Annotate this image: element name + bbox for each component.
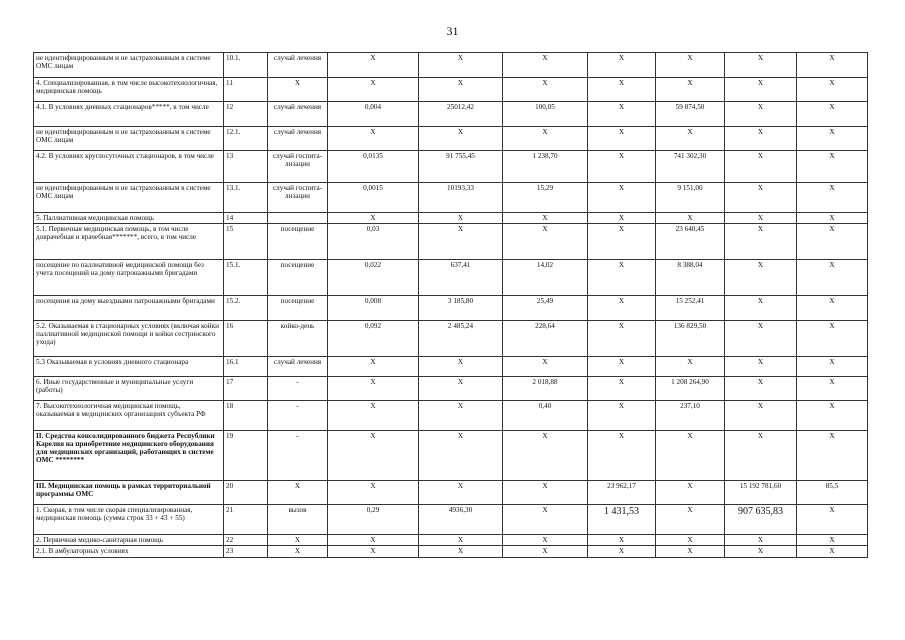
cell-total-budget: X <box>656 357 725 377</box>
cell-total-oms: X <box>725 401 797 431</box>
row-name: 4. Специализированная, в том числе высокотехнологичная, медицинская помощь <box>34 78 224 102</box>
cell-per-capita-budget: 1 238,70 <box>503 151 588 183</box>
row-unit: X <box>268 481 328 505</box>
row-name: не идентифицированным и не застрахованным в системе ОМС лицам <box>34 127 224 151</box>
row-number: 19 <box>224 431 268 481</box>
cell-total-budget: X <box>656 431 725 481</box>
cell-total-budget: 9 151,00 <box>656 183 725 213</box>
cell-per-capita-budget: X <box>503 431 588 481</box>
cell-total-budget: 23 640,45 <box>656 224 725 260</box>
cell-percent: X <box>797 78 868 102</box>
cell-cost-per-unit: 25012,42 <box>419 102 503 127</box>
cell-cost-per-unit: X <box>419 357 503 377</box>
cell-per-capita-budget: X <box>503 78 588 102</box>
cell-cost-per-unit: X <box>419 78 503 102</box>
table-row <box>34 260 868 296</box>
cell-per-capita-budget: 100,05 <box>503 102 588 127</box>
row-unit: X <box>268 535 328 546</box>
row-number: 15.1. <box>224 260 268 296</box>
table-row <box>34 357 868 377</box>
row-name: не идентифицированным и не застрахованным в системе ОМС лицам <box>34 53 224 78</box>
cell-per-capita-budget: X <box>503 481 588 505</box>
cell-per-capita-oms: X <box>588 431 656 481</box>
cell-cost-per-unit: X <box>419 431 503 481</box>
cell-total-budget: X <box>656 53 725 78</box>
cell-norm: X <box>328 431 419 481</box>
row-number: 13 <box>224 151 268 183</box>
cell-percent: X <box>797 505 868 535</box>
row-unit: X <box>268 546 328 558</box>
cell-per-capita-oms: X <box>588 296 656 321</box>
cell-cost-per-unit: X <box>419 546 503 558</box>
row-name: 5.3 Оказываемая в условиях дневного стационара <box>34 357 224 377</box>
cell-total-budget: 15 252,41 <box>656 296 725 321</box>
cell-percent: X <box>797 224 868 260</box>
row-name: 4.2. В условиях круглосуточных стационаров, в том числе <box>34 151 224 183</box>
table-row <box>34 546 868 558</box>
row-unit <box>268 213 328 224</box>
cell-per-capita-oms: X <box>588 127 656 151</box>
cell-percent: X <box>797 151 868 183</box>
cell-cost-per-unit: 3 185,80 <box>419 296 503 321</box>
cell-percent: X <box>797 53 868 78</box>
cell-total-budget: X <box>656 78 725 102</box>
cell-percent: X <box>797 401 868 431</box>
row-name: 5.1. Первичная медицинская помощь, в том числе доврачебная и врачебная*******, всего, в том числе <box>34 224 224 260</box>
cell-norm: X <box>328 401 419 431</box>
cell-percent: X <box>797 296 868 321</box>
cell-per-capita-budget: X <box>503 546 588 558</box>
row-unit: - <box>268 431 328 481</box>
cell-cost-per-unit: X <box>419 401 503 431</box>
cell-total-oms: X <box>725 296 797 321</box>
cell-total-budget: X <box>656 505 725 535</box>
row-unit: - <box>268 401 328 431</box>
row-number: 12 <box>224 102 268 127</box>
cell-total-oms: X <box>725 546 797 558</box>
cell-total-budget: X <box>656 213 725 224</box>
cell-per-capita-budget: 2 018,88 <box>503 377 588 401</box>
cell-cost-per-unit: X <box>419 127 503 151</box>
table-row <box>34 431 868 481</box>
row-name: III. Медицинская помощь в рамках территориальной программы ОМС <box>34 481 224 505</box>
data-table <box>33 52 868 558</box>
cell-per-capita-budget: X <box>503 357 588 377</box>
cell-per-capita-budget: X <box>503 53 588 78</box>
table-row <box>34 102 868 127</box>
cell-per-capita-oms: X <box>588 535 656 546</box>
cell-total-budget: 741 302,30 <box>656 151 725 183</box>
cell-total-oms: X <box>725 321 797 357</box>
table-row <box>34 127 868 151</box>
cell-percent: X <box>797 431 868 481</box>
row-unit: посещение <box>268 260 328 296</box>
cell-total-oms: X <box>725 127 797 151</box>
row-number: 22 <box>224 535 268 546</box>
cell-per-capita-oms: X <box>588 401 656 431</box>
cell-total-oms: X <box>725 535 797 546</box>
cell-per-capita-budget: 0,40 <box>503 401 588 431</box>
cell-total-oms: X <box>725 183 797 213</box>
row-unit: койко-день <box>268 321 328 357</box>
cell-total-budget: 1 208 264,90 <box>656 377 725 401</box>
row-unit: случай госпита-лизации <box>268 183 328 213</box>
row-unit: - <box>268 377 328 401</box>
cell-norm: 0,004 <box>328 102 419 127</box>
cell-total-oms: X <box>725 213 797 224</box>
cell-per-capita-oms: X <box>588 321 656 357</box>
cell-norm: 0,0135 <box>328 151 419 183</box>
table-row <box>34 151 868 183</box>
cell-total-oms: X <box>725 151 797 183</box>
cell-per-capita-oms: X <box>588 183 656 213</box>
page-number: 31 <box>446 24 459 38</box>
table-row <box>34 321 868 357</box>
row-number: 16 <box>224 321 268 357</box>
cell-percent: X <box>797 260 868 296</box>
cell-cost-per-unit: X <box>419 535 503 546</box>
cell-cost-per-unit: 637,41 <box>419 260 503 296</box>
row-name: 2. Первичная медико-санитарная помощь <box>34 535 224 546</box>
cell-norm: X <box>328 546 419 558</box>
row-unit: случай лечения <box>268 53 328 78</box>
cell-total-budget: X <box>656 127 725 151</box>
cell-norm: X <box>328 357 419 377</box>
cell-norm: X <box>328 53 419 78</box>
cell-total-oms: X <box>725 78 797 102</box>
table-row <box>34 481 868 505</box>
cell-per-capita-oms: X <box>588 546 656 558</box>
row-name: не идентифицированным и не застрахованным в системе ОМС лицам <box>34 183 224 213</box>
cell-norm: 0,008 <box>328 296 419 321</box>
cell-per-capita-oms: X <box>588 53 656 78</box>
row-number: 13.1. <box>224 183 268 213</box>
cell-norm: 0,03 <box>328 224 419 260</box>
table-row <box>34 224 868 260</box>
cell-cost-per-unit: 91 755,45 <box>419 151 503 183</box>
cell-norm: 0,0015 <box>328 183 419 213</box>
cell-total-oms: X <box>725 53 797 78</box>
row-name: 1. Скорая, в том числе скорая специализированная, медицинская помощь (сумма строк 33 + 43 + 55) <box>34 505 224 535</box>
cell-percent: X <box>797 102 868 127</box>
cell-per-capita-oms: 23 962,17 <box>588 481 656 505</box>
cell-per-capita-budget: X <box>503 224 588 260</box>
cell-percent: X <box>797 183 868 213</box>
cell-norm: X <box>328 213 419 224</box>
cell-norm: X <box>328 481 419 505</box>
row-name: II. Средства консолидированного бюджета Республики Карелия на приобретение медицинского оборудования для медицинских организаций, работающих в системе ОМС ******** <box>34 431 224 481</box>
cell-percent: 85,5 <box>797 481 868 505</box>
row-number: 11 <box>224 78 268 102</box>
cell-total-budget: X <box>656 481 725 505</box>
row-number: 15 <box>224 224 268 260</box>
row-unit: посещение <box>268 224 328 260</box>
cell-cost-per-unit: 4936,30 <box>419 505 503 535</box>
table-row <box>34 505 868 535</box>
cell-per-capita-budget: 25,49 <box>503 296 588 321</box>
row-number: 17 <box>224 377 268 401</box>
cell-norm: X <box>328 78 419 102</box>
row-number: 15.2. <box>224 296 268 321</box>
cell-per-capita-budget: X <box>503 535 588 546</box>
cell-per-capita-budget: X <box>503 213 588 224</box>
cell-total-budget: 237,10 <box>656 401 725 431</box>
row-number: 12.1. <box>224 127 268 151</box>
cell-per-capita-oms: X <box>588 357 656 377</box>
row-name: 5.2. Оказываемая в стационарных условиях (включая койки паллиативной медицинской помощи и койки сестринского ухода) <box>34 321 224 357</box>
row-unit: X <box>268 78 328 102</box>
cell-per-capita-oms: X <box>588 102 656 127</box>
cell-total-oms: X <box>725 224 797 260</box>
cell-cost-per-unit: X <box>419 53 503 78</box>
row-number: 18 <box>224 401 268 431</box>
table-row <box>34 535 868 546</box>
row-number: 20 <box>224 481 268 505</box>
cell-total-oms: 15 192 781,60 <box>725 481 797 505</box>
cell-total-budget: X <box>656 546 725 558</box>
cell-per-capita-oms: 1 431,53 <box>588 505 656 535</box>
cell-total-oms: X <box>725 357 797 377</box>
cell-cost-per-unit: X <box>419 481 503 505</box>
row-unit: случай госпита-лизации <box>268 151 328 183</box>
row-name: 6. Иные государственные и муниципальные услуги (работы) <box>34 377 224 401</box>
cell-norm: X <box>328 535 419 546</box>
row-name: 5. Паллиативная медицинская помощь <box>34 213 224 224</box>
cell-total-budget: 136 829,50 <box>656 321 725 357</box>
row-name: 4.1. В условиях дневных стационаров*****, в том числе <box>34 102 224 127</box>
cell-cost-per-unit: X <box>419 224 503 260</box>
row-name: 7. Высокотехнологичная медицинская помощь, оказываемая в медицинских организациях субъекта РФ <box>34 401 224 431</box>
cell-per-capita-oms: X <box>588 260 656 296</box>
cell-per-capita-oms: X <box>588 224 656 260</box>
cell-per-capita-budget: 14,02 <box>503 260 588 296</box>
cell-per-capita-oms: X <box>588 78 656 102</box>
cell-total-oms: 907 635,83 <box>725 505 797 535</box>
cell-norm: 0,092 <box>328 321 419 357</box>
cell-per-capita-budget: 15,29 <box>503 183 588 213</box>
cell-cost-per-unit: 2 485,24 <box>419 321 503 357</box>
row-number: 23 <box>224 546 268 558</box>
row-unit: посещение <box>268 296 328 321</box>
row-number: 14 <box>224 213 268 224</box>
cell-total-oms: X <box>725 377 797 401</box>
cell-percent: X <box>797 546 868 558</box>
cell-per-capita-budget: X <box>503 127 588 151</box>
cell-cost-per-unit: X <box>419 213 503 224</box>
cell-per-capita-budget: X <box>503 505 588 535</box>
row-number: 10.1. <box>224 53 268 78</box>
cell-total-oms: X <box>725 260 797 296</box>
cell-total-oms: X <box>725 102 797 127</box>
cell-cost-per-unit: X <box>419 377 503 401</box>
cell-cost-per-unit: 10193,33 <box>419 183 503 213</box>
table-row <box>34 78 868 102</box>
cell-total-budget: 59 874,50 <box>656 102 725 127</box>
table-row <box>34 296 868 321</box>
cell-per-capita-oms: X <box>588 213 656 224</box>
cell-total-budget: X <box>656 535 725 546</box>
cell-norm: X <box>328 377 419 401</box>
cell-percent: X <box>797 321 868 357</box>
cell-per-capita-budget: 228,64 <box>503 321 588 357</box>
table-row <box>34 213 868 224</box>
cell-total-budget: 8 388,04 <box>656 260 725 296</box>
row-number: 21 <box>224 505 268 535</box>
row-unit: случай лечения <box>268 102 328 127</box>
table-row <box>34 183 868 213</box>
row-unit: вызов <box>268 505 328 535</box>
cell-norm: 0,29 <box>328 505 419 535</box>
cell-percent: X <box>797 535 868 546</box>
table-row <box>34 53 868 78</box>
table-row <box>34 377 868 401</box>
cell-percent: X <box>797 213 868 224</box>
cell-percent: X <box>797 377 868 401</box>
cell-percent: X <box>797 127 868 151</box>
cell-percent: X <box>797 357 868 377</box>
cell-per-capita-oms: X <box>588 377 656 401</box>
row-name: посещения на дому выездными патронажными бригадами <box>34 296 224 321</box>
cell-total-oms: X <box>725 431 797 481</box>
row-unit: случай лечения <box>268 127 328 151</box>
cell-norm: 0,022 <box>328 260 419 296</box>
cell-per-capita-oms: X <box>588 151 656 183</box>
row-name: 2.1. В амбулаторных условиях <box>34 546 224 558</box>
row-name: посещение по паллиативной медицинской помощи без учета посещений на дому патронажными бригадами <box>34 260 224 296</box>
row-unit: случай лечения <box>268 357 328 377</box>
table-row <box>34 401 868 431</box>
row-number: 16.1 <box>224 357 268 377</box>
cell-norm: X <box>328 127 419 151</box>
